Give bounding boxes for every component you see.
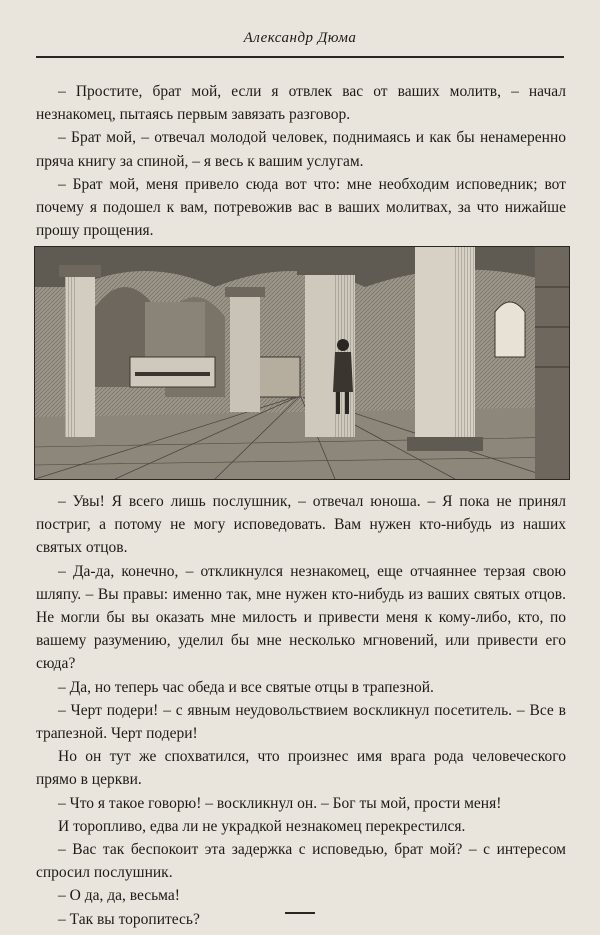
paragraph: – О да, да, весьма! bbox=[58, 887, 180, 905]
paragraph: – Брат мой, меня привело сюда вот что: мне необходим исповедник; вот почему я подошел к вам, потревожив вас в ваших молитвах, за что нижайше прошу прощения. bbox=[36, 175, 566, 240]
paragraph: И торопливо, едва ли не украдкой незнакомец перекрестился. bbox=[58, 817, 466, 835]
text-block-bottom bbox=[36, 490, 566, 931]
paragraph: – Что я такое говорю! – воскликнул он. – Бог ты мой, прости меня! bbox=[58, 794, 502, 812]
paragraph: – Вас так беспокоит эта задержка с исповедью, брат мой? – с интересом спросил послушник. bbox=[36, 841, 566, 882]
cloister-engraving bbox=[34, 246, 570, 480]
paragraph: – Да-да, конечно, – откликнулся незнакомец, еще отчаяннее терзая свою шляпу. – Вы правы: именно так, мне нужен кто-нибудь из ваших святых отцов. Не могли бы вы оказать мне милость и привести меня к кому-либо, кто, по вашему разумению, уделил бы мне несколько мгновений, или привести его сюда? bbox=[36, 562, 566, 673]
paragraph: Но он тут же спохватился, что произнес имя врага рода человеческого прямо в церкви. bbox=[36, 748, 566, 789]
paragraph: – Черт подери! – с явным неудовольствием воскликнул посетитель. – Все в трапезной. Черт подери! bbox=[36, 701, 566, 743]
paragraph: – Увы! Я всего лишь послушник, – отвечал юноша. – Я пока не принял постриг, а потому не могу исповедовать. Вам нужен кто-нибудь из наших святых отцов. bbox=[36, 493, 566, 557]
text-block-top bbox=[36, 80, 566, 242]
paragraph: – Да, но теперь час обеда и все святые отцы в трапезной. bbox=[58, 678, 434, 696]
paragraph: – Брат мой, – отвечал молодой человек, поднимаясь и как бы ненамеренно пряча книгу за спиной, – я весь к вашим услугам. bbox=[36, 129, 566, 170]
paragraph: – Так вы торопитесь? bbox=[58, 910, 200, 928]
header-rule bbox=[36, 56, 564, 58]
running-title: Александр Дюма bbox=[243, 30, 357, 46]
page-footer-rule bbox=[285, 912, 315, 914]
paragraph: – Простите, брат мой, если я отвлек вас от ваших молитв, – начал незнакомец, пытаясь первым завязать разговор. bbox=[36, 83, 566, 124]
